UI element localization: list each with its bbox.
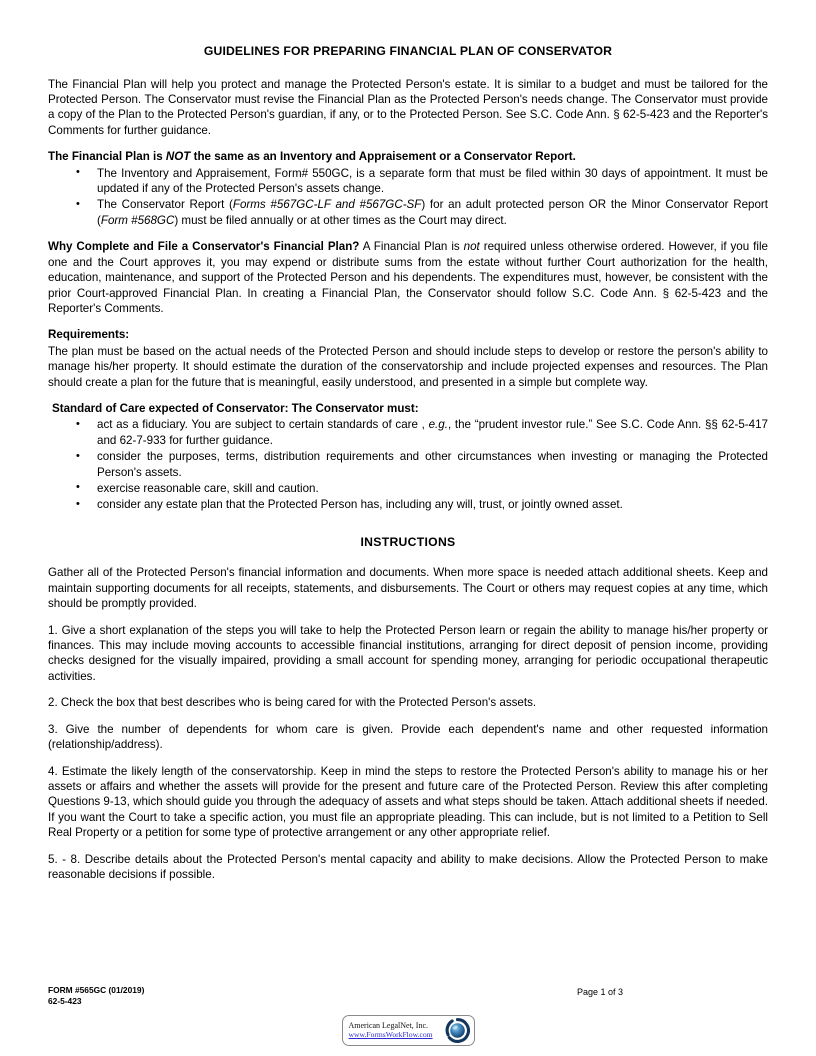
not-same-heading-italic: NOT <box>165 150 191 164</box>
list-item <box>48 417 768 448</box>
why-complete-body-italic: not <box>463 240 480 254</box>
list-item: • consider the purposes, terms, distribution requirements and other circumstances when investing or managing the Protected Person's assets. <box>48 449 768 480</box>
standard-of-care-bullet-list <box>48 417 768 512</box>
why-complete-body-pre: A Financial Plan is <box>359 240 464 254</box>
bullet-text-part2: ) for an adult protected person OR the Minor Conservator Report ( <box>97 198 768 227</box>
footer-form-info <box>48 985 144 1008</box>
page-title: GUIDELINES FOR PREPARING FINANCIAL PLAN OF CONSERVATOR <box>203 44 613 58</box>
why-complete-paragraph <box>48 239 768 316</box>
instruction-item-4: 4. Estimate the likely length of the conservatorship. Keep in mind the steps to restore the Protected Person's ability to manage his or her assets or affairs and whether the assets will provide for the present and future care of the Protected Person. Review this after completing Questions 9-13, which should guide you through the adequacy of assets and what steps should be taken. Attach additional sheets if needed. If you want the Court to take a specific action, you must file an appropriate pleading. This can include, but is not limited to a Petition to Sell Real Property or a petition for some type of protective arrangement or any other appropriate relief. <box>48 764 768 840</box>
instructions-intro: Gather all of the Protected Person's financial information and documents. When more space is needed attach additional sheets. Keep and maintain supporting documents for all receipts, statements, and disbursements. The Court or others may request copies at any time, which should be promptly provided. <box>48 566 768 611</box>
american-legalnet-logo <box>342 1015 475 1046</box>
logo-company-name: American LegalNet, Inc. <box>348 1020 429 1030</box>
bullet-text-part1: The Conservator Report ( <box>97 198 233 212</box>
instructions-title: INSTRUCTIONS <box>360 534 456 549</box>
instruction-item-5-8: 5. - 8. Describe details about the Protected Person's mental capacity and ability to make decisions. Allow the Protected Person to make reasonable decisions if possible. <box>48 852 768 881</box>
bullet-text-part3: ) must be filed annually or at other times as the Court may direct. <box>174 213 507 227</box>
not-same-heading-pre: The Financial Plan is <box>48 150 166 164</box>
instruction-item-2: 2. Check the box that best describes who is being cared for with the Protected Person's assets. <box>48 696 537 710</box>
bullet-text-part1: act as a fiduciary. You are subject to certain standards of care , <box>97 418 429 432</box>
requirements-heading: Requirements: <box>48 328 130 342</box>
bullet-text-italic2: Form #568GC <box>100 213 175 227</box>
intro-paragraph: The Financial Plan will help you protect and manage the Protected Person's estate. It is similar to a budget and must be tailored for the Protected Person. The Conservator must revise the Financial Plan as the Protected Person's needs change. The Conservator must provide a copy of the Plan to the Protected Person's guardian, if any, or to the Protected Person. See S.C. Code Ann. § 62-5-423 and the Reporter's Comments for further guidance. <box>48 77 768 137</box>
standard-of-care-heading: Standard of Care expected of Conservator: The Conservator must: <box>52 401 419 415</box>
why-complete-heading: Why Complete and File a Conservator's Financial Plan? <box>48 240 360 254</box>
logo-url-link[interactable]: www.FormsWorkFlow.com <box>348 1029 433 1039</box>
not-same-bullet-list <box>48 166 768 229</box>
legalnet-logo-wrap <box>48 1015 768 1046</box>
footer-page-number: Page 1 of 3 <box>576 987 623 997</box>
bullet-text-italic1: Forms #567GC-LF and #567GC-SF <box>232 198 422 212</box>
instruction-item-1: 1. Give a short explanation of the steps you will take to help the Protected Person learn or regain the ability to manage his/her property or finances. This may include moving accounts to accessible financial institutions, arranging for direct deposit of pension income, providing checks designed for the visually impaired, providing a small account for spending money, arranging for periodic occupational therapeutic activities. <box>48 623 768 683</box>
not-same-heading <box>48 149 768 164</box>
list-item: • The Inventory and Appraisement, Form# 550GC, is a separate form that must be filed within 30 days of appointment. It must be updated if any of the Protected Person's assets change. <box>48 166 768 197</box>
bullet-text-italic1: e.g. <box>428 418 448 432</box>
logo-text-block <box>349 1022 445 1039</box>
bullet-text-part2: , the “prudent investor rule.” See S.C. Code Ann. §§ 62-5-417 and 62-7-933 for further guidance. <box>97 418 768 447</box>
globe-swirl-icon <box>445 1018 470 1043</box>
list-item <box>48 197 768 228</box>
list-item: • consider any estate plan that the Protected Person has, including any will, trust, or jointly owned asset. <box>48 497 768 512</box>
list-item: • exercise reasonable care, skill and caution. <box>48 481 768 496</box>
why-complete-body-post: required unless otherwise ordered. However, if you file one and the Court approves it, you may expend or distribute sums from the estate without further Court authorization for the health, education, maintenance, and support of the Protected Person and his dependents. The expenditures must, however, be consistent with the prior Court-approved Financial Plan. In creating a Financial Plan, the Conservator should follow S.C. Code Ann. § 62-5-423 and the Reporter's Comments. <box>48 240 768 315</box>
footer-statute: 62-5-423 <box>48 996 82 1007</box>
footer-form-number: FORM #565GC (01/2019) <box>48 985 145 995</box>
page-footer <box>48 985 768 1039</box>
instruction-item-3: 3. Give the number of dependents for whom care is given. Provide each dependent's name and other requested information (relationship/address). <box>48 722 768 752</box>
not-same-heading-post: the same as an Inventory and Appraisement or a Conservator Report. <box>190 150 576 164</box>
requirements-paragraph: The plan must be based on the actual needs of the Protected Person and should include steps to develop or restore the person's ability to manage his/her property. It should estimate the duration of the conservatorship and include projected expenses and resources. The Plan should create a plan for the future that is meaningful, easily understood, and presented in a simple but complete way. <box>48 344 768 389</box>
